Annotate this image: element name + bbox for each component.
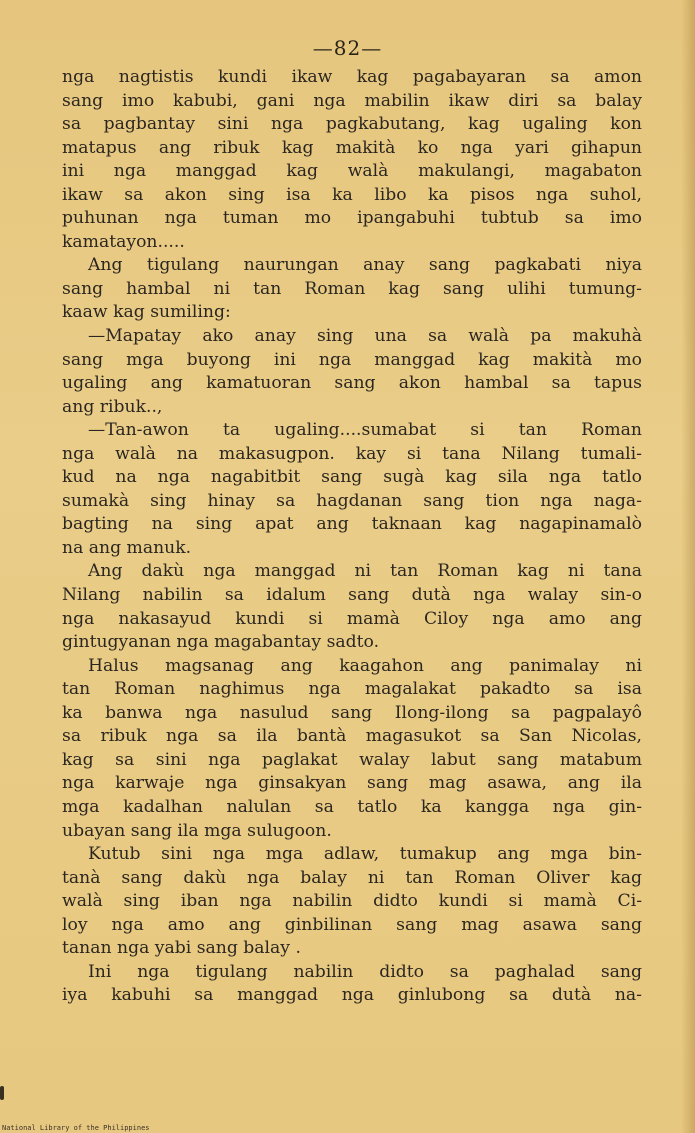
text-line: iya kabuhi sa manggad nga ginlubong sa dutà na- (62, 985, 642, 1006)
text-line: kud na nga nagabitbit sang sugà kag sila nga tatlo (62, 467, 642, 488)
text-line: sang hambal ni tan Roman kag sang ulihi tumung- (62, 278, 642, 299)
text-line: sumakà sing hinay sa hagdanan sang tion nga naga- (62, 490, 642, 511)
text-line: puhunan nga tuman mo ipangabuhi tubtub sa imo (62, 208, 642, 229)
margin-mark (0, 1086, 4, 1100)
text-line: kamatayon..... (62, 231, 185, 252)
text-line: tanan nga yabi sang balay . (62, 938, 301, 959)
text-line: Nilang nabilin sa idalum sang dutà nga walay sin-o (62, 585, 642, 606)
text-line: —Tan-awon ta ugaling....sumabat si tan Roman (88, 420, 642, 441)
text-line: ini nga manggad kag walà makulangi, magabaton (62, 161, 642, 182)
text-line: loy nga amo ang ginbilinan sang mag asawa sang (62, 914, 642, 935)
text-line: gintugyanan nga magabantay sadto. (62, 632, 380, 653)
text-line: sa ribuk nga sa ila bantà magasukot sa San Nicolas, (62, 726, 642, 747)
text-line: Ang dakù nga manggad ni tan Roman kag ni tana (88, 561, 642, 582)
text-line: sang imo kabubi, gani nga mabilin ikaw diri sa balay (62, 90, 642, 111)
text-line: ang ribuk.., (62, 396, 163, 417)
text-line: ubayan sang ila mga sulugoon. (62, 820, 332, 841)
text-line: nga walà na makasugpon. kay si tana Nilang tumali- (62, 443, 642, 464)
text-line: ikaw sa akon sing isa ka libo ka pisos nga suhol, (62, 184, 642, 205)
text-line: tanà sang dakù nga balay ni tan Roman Oliver kag (62, 867, 642, 888)
text-line: kaaw kag sumiling: (62, 302, 231, 323)
text-line: na ang manuk. (62, 537, 192, 558)
page-number: —82— (312, 36, 383, 60)
text-line: nga nagtistis kundi ikaw kag pagabayaran sa amon (62, 67, 642, 87)
text-line: nga nakasayud kundi si mamà Ciloy nga amo ang (62, 608, 642, 629)
text-line: mga kadalhan nalulan sa tatlo ka kangga nga gin- (62, 796, 642, 817)
text-line: kag sa sini nga paglakat walay labut sang matabum (62, 749, 642, 770)
text-line: matapus ang ribuk kag makità ko nga yari gihapun (62, 137, 642, 158)
text-line: walà sing iban nga nabilin didto kundi si mamà Ci- (62, 891, 642, 912)
body-text (62, 66, 642, 1008)
text-line: Ini nga tigulang nabilin didto sa paghalad sang (88, 961, 642, 982)
text-line: ugaling ang kamatuoran sang akon hambal sa tapus (62, 373, 642, 394)
text-line: Kutub sini nga mga adlaw, tumakup ang mga bin- (88, 844, 642, 865)
library-footer: National Library of the Philippines (2, 1124, 150, 1132)
text-line: sa pagbantay sini nga pagkabutang, kag ugaling kon (62, 114, 642, 135)
text-line: sang mga buyong ini nga manggad kag makità mo (62, 349, 642, 370)
text-line: bagting na sing apat ang taknaan kag nagapinamalò (62, 514, 642, 535)
text-line: tan Roman naghimus nga magalakat pakadto sa isa (62, 679, 642, 700)
text-line: nga karwaje nga ginsakyan sang mag asawa, ang ila (62, 773, 642, 794)
text-line: ka banwa nga nasulud sang Ilong-ilong sa pagpalayô (62, 702, 642, 723)
text-line: Halus magsanag ang kaagahon ang panimalay ni (88, 655, 642, 676)
page-edge-shadow (681, 0, 695, 1133)
text-line: —Mapatay ako anay sing una sa walà pa makuhà (88, 326, 642, 347)
text-line: Ang tigulang naurungan anay sang pagkabati niya (88, 255, 642, 276)
